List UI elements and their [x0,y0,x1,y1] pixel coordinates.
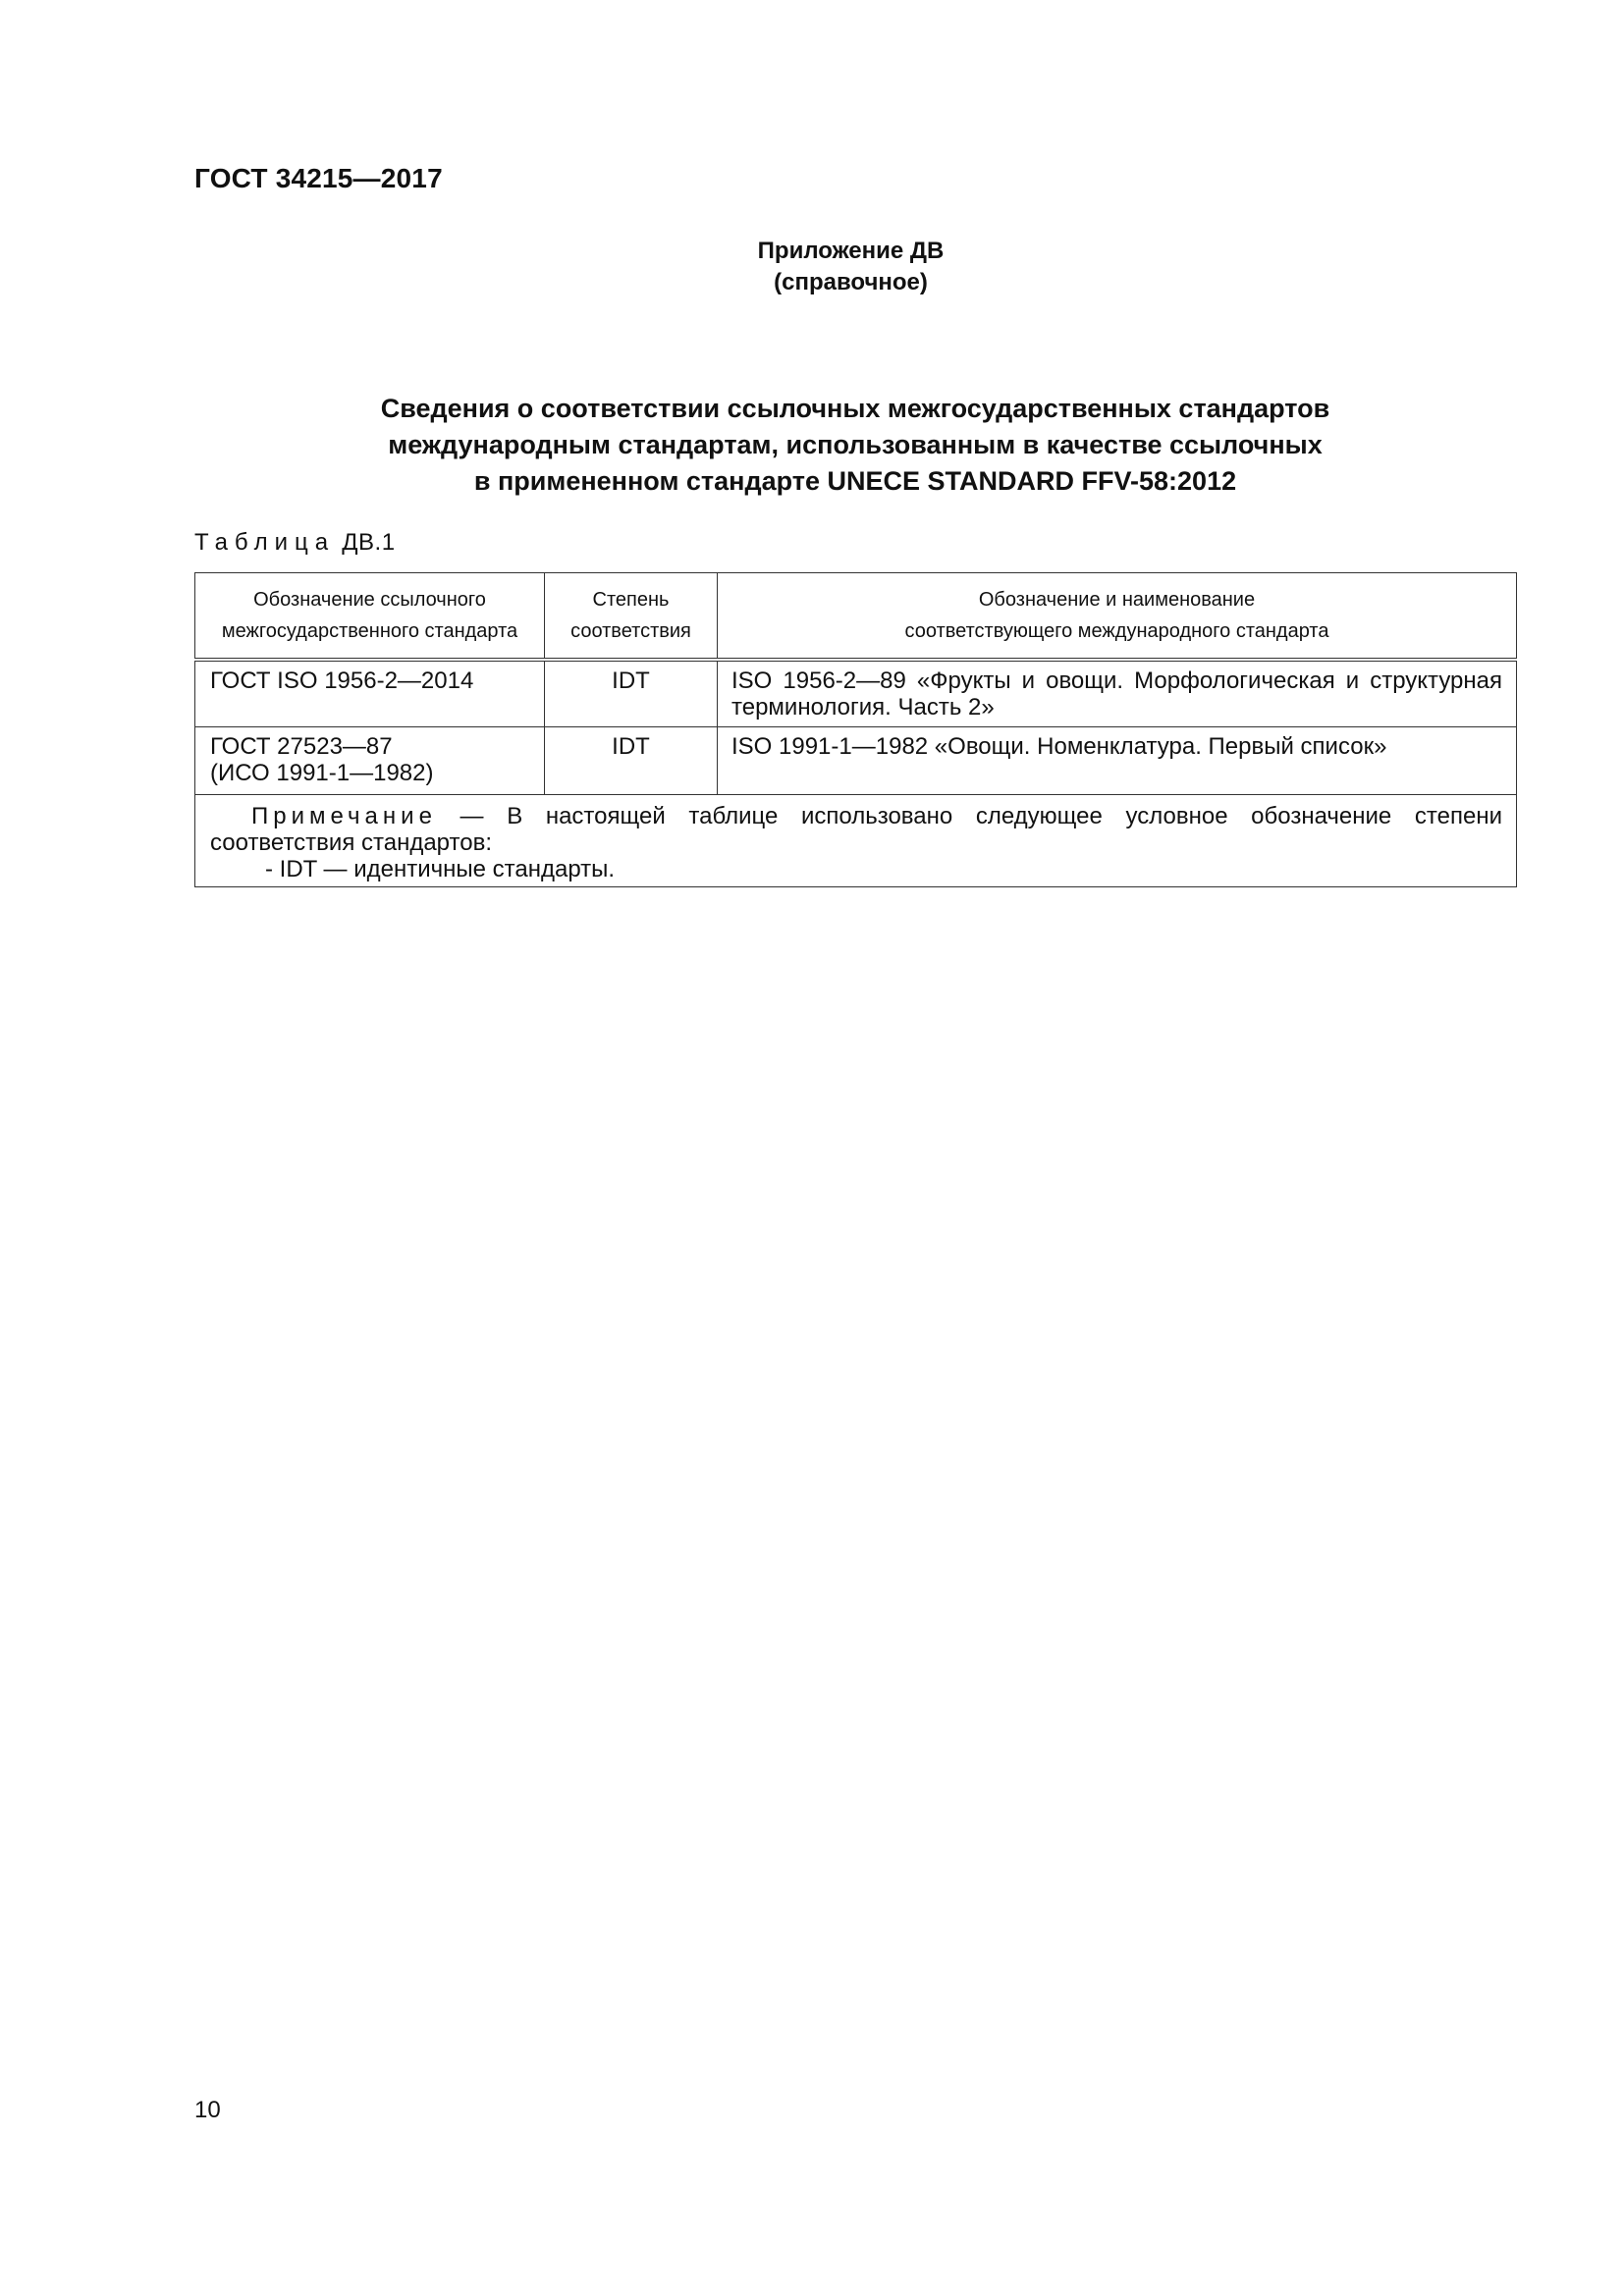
appendix-title [194,391,1516,500]
title-line-1: Сведения о соответствии ссылочных межгосударственных стандартов [380,394,1330,423]
title-line-2: международным стандартам, использованным в качестве ссылочных [388,430,1323,459]
header-international-line-2: соответствующего международного стандарта [904,620,1329,642]
designation-line: ГОСТ 27523—87 [210,733,393,760]
title-line-3: в примененном стандарте UNECE STANDARD FFV-58:2012 [473,466,1237,496]
cell-international: ISO 1991-1—1982 «Овощи. Номенклатура. Первый список» [718,727,1517,795]
header-international [718,573,1517,661]
header-designation-line-2: межгосударственного стандарта [221,620,518,642]
table-header-row [195,573,1517,661]
reference-table [194,572,1517,887]
cell-degree: IDT [545,660,718,727]
header-international-line-1: Обозначение и наименование [978,589,1256,611]
appendix-heading [0,236,1623,298]
note-body: — В настоящей таблице использовано следующее условное обозначение степени соответствия стандартов: [210,803,1502,856]
header-degree-line-1: Степень [592,589,670,611]
cell-designation [195,727,545,795]
appendix-name: Приложение ДВ [757,238,945,264]
note-item: - IDT — идентичные стандарты. [265,856,616,882]
table-note-row [195,795,1517,887]
table-label-number: ДВ.1 [342,529,396,556]
header-designation-line-1: Обозначение ссылочного [253,589,486,611]
document-code: ГОСТ 34215—2017 [194,163,443,193]
note-label: Примечание [251,803,437,829]
appendix-kind: (справочное) [774,269,928,295]
cell-designation [195,660,545,727]
table-row [195,660,1517,727]
note-text [210,803,1502,856]
table-note [195,795,1517,887]
page-number: 10 [194,2097,221,2123]
table-row [195,727,1517,795]
designation-line: ГОСТ ISO 1956-2—2014 [210,667,474,694]
header-degree-line-2: соответствия [570,620,691,642]
header-designation [195,573,545,661]
header-degree [545,573,718,661]
cell-international: ISO 1956-2—89 «Фрукты и овощи. Морфологическая и структурная терминология. Часть 2» [718,660,1517,727]
cell-degree: IDT [545,727,718,795]
table-label [194,529,396,557]
table-label-word: Таблица [194,529,336,556]
designation-line: (ИСО 1991-1—1982) [210,760,434,786]
